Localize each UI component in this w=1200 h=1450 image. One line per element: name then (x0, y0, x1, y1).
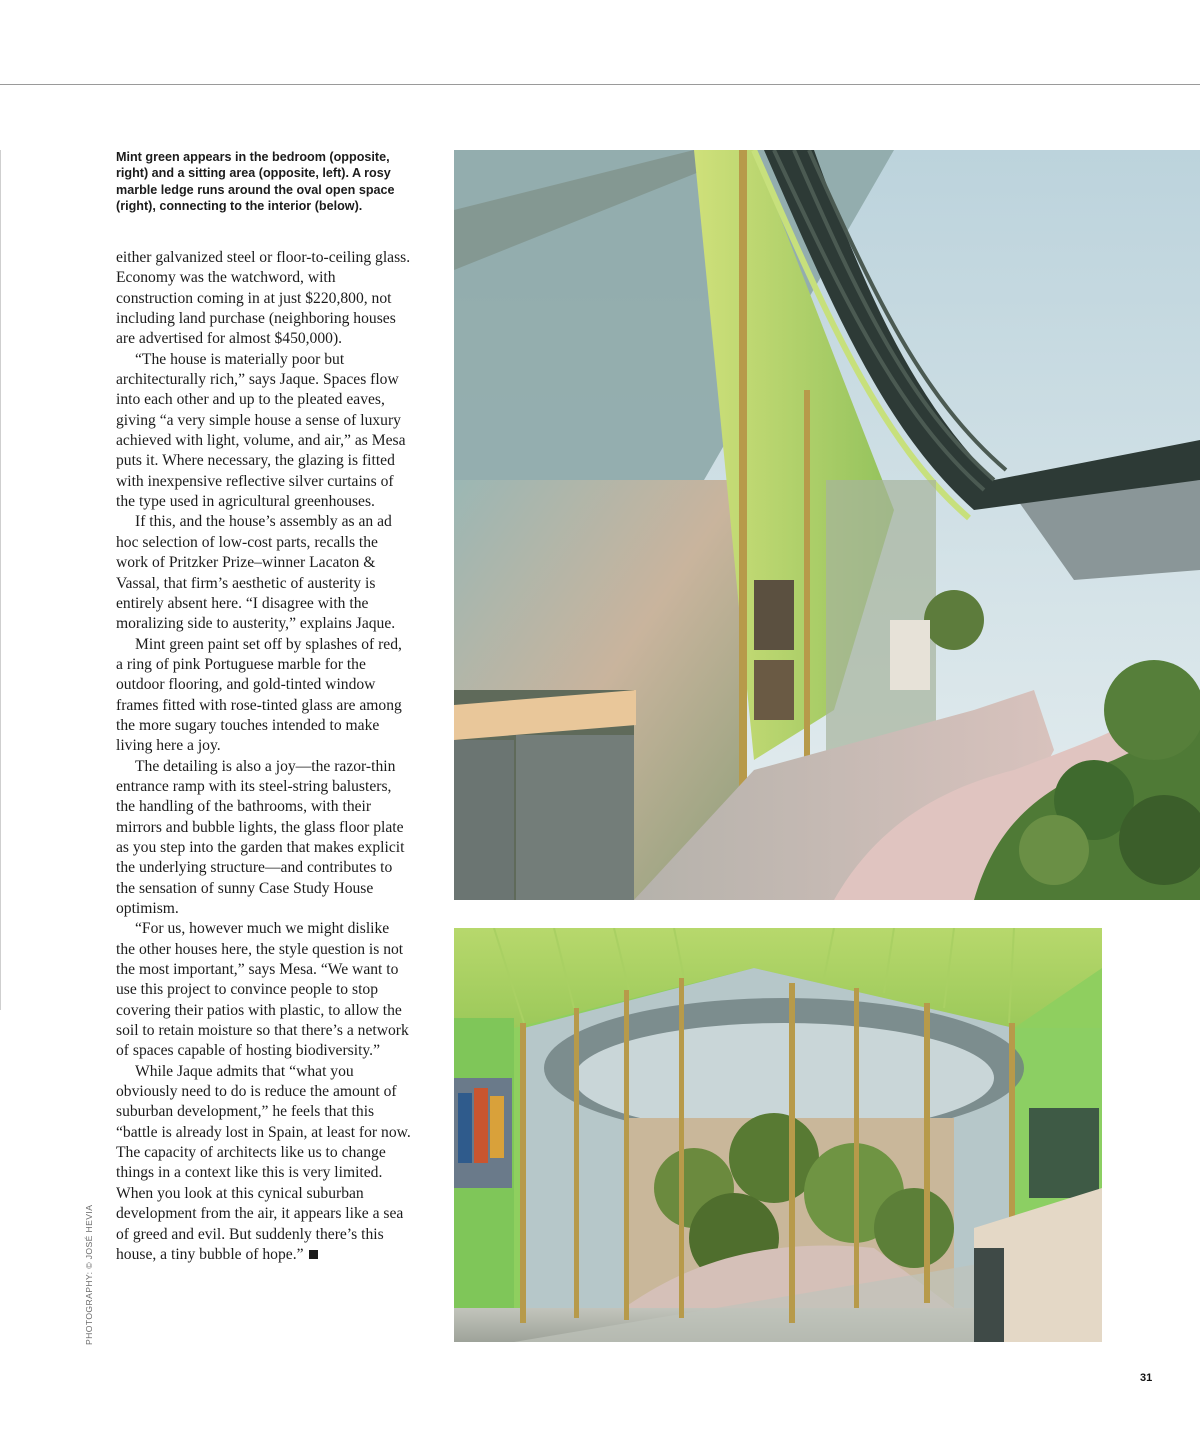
photo-caption: Mint green appears in the bedroom (opposite, right) and a sitting area (opposite, left). A rosy marble ledge runs around the oval open space (right), connecting to the interior (below). (116, 150, 395, 213)
paragraph-3: If this, and the house’s assembly as an ad hoc selection of low-cost parts, recalls the work of Pritzker Prize–winner Lacaton & Vassal, that firm’s aesthetic of austerity is entirely absent here. “I disagree with the moralizing side to austerity,” explains Jaque. (116, 513, 396, 633)
header-rule (0, 84, 1200, 85)
article-body (116, 248, 412, 1265)
photo-credit: PHOTOGRAPHY: © JOSÉ HEVIA (84, 1204, 94, 1345)
paragraph-6: “For us, however much we might dislike the other houses here, the style question is not the most important,” says Mesa. “We want to use this project to convince people to stop covering their patios with plastic, to allow the soil to retain moisture so that there’s a network of spaces capable of hosting biodiversity.” (116, 920, 409, 1060)
paragraph-7 (116, 1062, 412, 1265)
gutter-rule (0, 150, 1, 1010)
end-mark-icon (309, 1250, 318, 1259)
page-number: 31 (1140, 1372, 1153, 1384)
paragraph-2: “The house is materially poor but architecturally rich,” says Jaque. Spaces flow into each other and up to the pleated eaves, giving “a very simple house a sense of luxury achieved with light, volume, and air,” as Mesa puts it. Where necessary, the glazing is fitted with inexpensive reflective silver curtains of the type used in agricultural greenhouses. (116, 350, 406, 511)
photo-mint-interior (454, 928, 1102, 1342)
paragraph-7-text: While Jaque admits that “what you obviously need to do is reduce the amount of suburban development,” he feels that this “battle is already lost in Spain, at least for now. The capacity of architects like us to change things in a context like this is very limited. When you look at this cynical suburban development from the air, it appears like a sea of greed and evil. But suddenly there’s this house, a tiny bubble of hope.” (116, 1062, 411, 1263)
paragraph-5: The detailing is also a joy—the razor-thin entrance ramp with its steel-string balusters, the handling of the bathrooms, with their mirrors and bubble lights, the glass floor plate as you step into the garden that makes explicit the underlying structure—and contributes to the sensation of sunny Case Study House optimism. (116, 757, 405, 917)
photo-curved-glass-corridor (454, 150, 1200, 900)
paragraph-1: either galvanized steel or floor-to-ceiling glass. Economy was the watchword, with construction coming in at just $220,800, not including land purchase (neighboring houses are advertised for almost $450,000). (116, 249, 411, 348)
paragraph-4: Mint green paint set off by splashes of red, a ring of pink Portuguese marble for the outdoor flooring, and gold-tinted window frames fitted with rose-tinted glass are among the more sugary touches intended to make living here a joy. (116, 635, 402, 755)
